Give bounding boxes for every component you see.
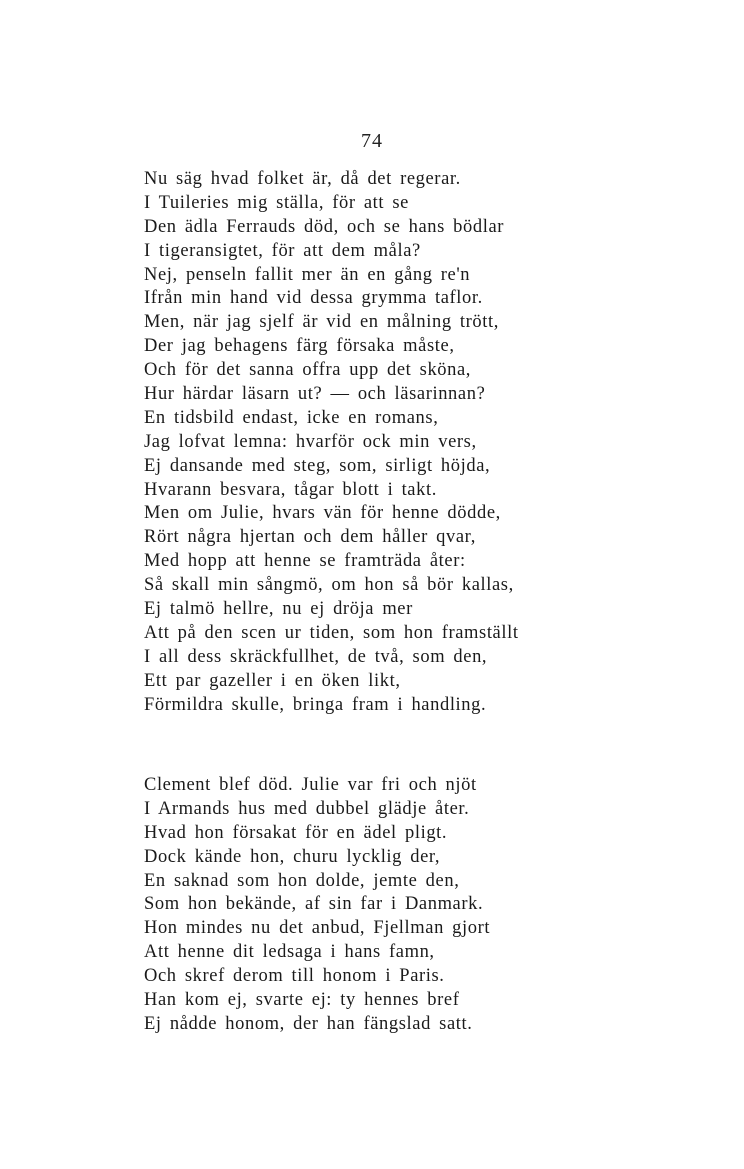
verse-line: Och för det sanna offra upp det sköna, <box>144 360 472 381</box>
verse-line: Ej talmö hellre, nu ej dröja mer <box>144 599 413 620</box>
verse-line: Der jag behagens färg försaka måste, <box>144 336 455 357</box>
verse-line: Hvarann besvara, tågar blott i takt. <box>144 479 437 500</box>
verse-line: Ej nådde honom, der han fängslad satt. <box>144 1013 473 1034</box>
verse-line: Som hon bekände, af sin far i Danmark. <box>144 894 484 915</box>
verse-line: En saknad som hon dolde, jemte den, <box>144 870 460 891</box>
verse-line: Förmildra skulle, bringa fram i handling. <box>144 694 487 715</box>
verse-line: Och skref derom till honom i Paris. <box>144 966 445 987</box>
verse-line: Nu säg hvad folket är, då det regerar. <box>144 169 461 189</box>
verse-line: I Tuileries mig ställa, för att se <box>144 192 409 213</box>
verse-line: Nej, penseln fallit mer än en gång re'n <box>144 264 471 285</box>
verse-line: Att henne dit ledsaga i hans famn, <box>144 942 435 963</box>
verse-line: Den ädla Ferrauds död, och se hans bödlar <box>144 216 505 237</box>
verse-line: Hon mindes nu det anbud, Fjellman gjort <box>144 918 491 939</box>
stanza-1 <box>144 168 554 717</box>
verse-line: Men om Julie, hvars vän för henne dödde, <box>144 503 501 524</box>
verse-line: Hur härdar läsarn ut? — och läsarinnan? <box>144 384 486 405</box>
verse-line: I Armands hus med dubbel glädje åter. <box>144 798 470 819</box>
page-number: 74 <box>361 130 383 152</box>
verse-line: En tidsbild endast, icke en romans, <box>144 407 439 428</box>
verse-line: Ett par gazeller i en öken likt, <box>144 670 401 691</box>
verse-line: I tigeransigtet, för att dem måla? <box>144 240 421 261</box>
verse-line: Rört några hjertan och dem håller qvar, <box>144 527 476 548</box>
verse-line: Han kom ej, svarte ej: ty hennes bref <box>144 990 460 1011</box>
verse-line: Clement blef död. Julie var fri och njöt <box>144 775 477 795</box>
verse-line: Hvad hon försakat för en ädel pligt. <box>144 822 448 843</box>
verse-line: Så skall min sångmö, om hon så bör kallas, <box>144 575 514 596</box>
verse-line: Ifrån min hand vid dessa grymma taflor. <box>144 288 483 309</box>
verse-line: Jag lofvat lemna: hvarför ock min vers, <box>144 431 477 452</box>
verse-line: I all dess skräckfullhet, de två, som den, <box>144 646 488 667</box>
verse-line: Ej dansande med steg, som, sirligt höjda, <box>144 455 491 476</box>
verse-line: Att på den scen ur tiden, som hon framställt <box>144 622 519 643</box>
verse-line: Dock kände hon, churu lycklig der, <box>144 846 441 867</box>
verse-line: Med hopp att henne se framträda åter: <box>144 551 466 572</box>
stanza-2 <box>144 774 554 1037</box>
verse-line: Men, när jag sjelf är vid en målning trött, <box>144 312 499 333</box>
